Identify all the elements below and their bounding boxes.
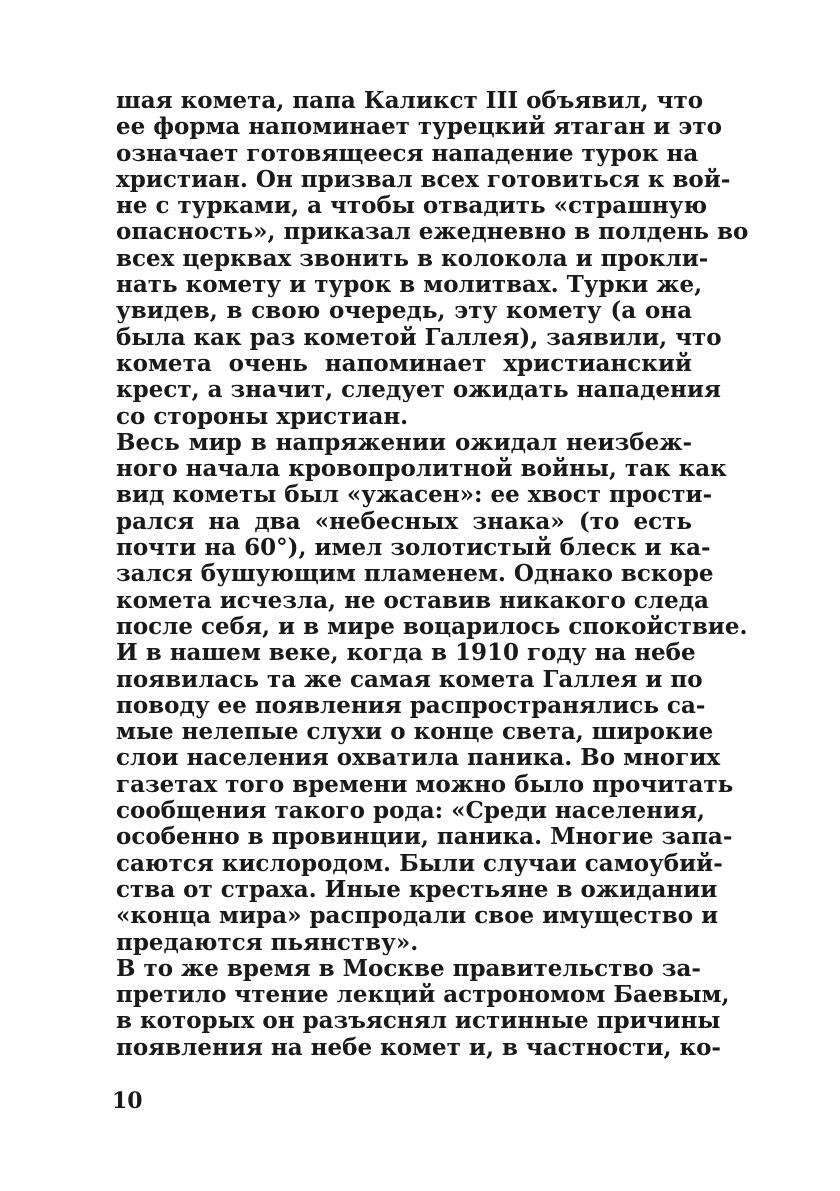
text-line: ее форма напоминает турецкий ятаган и это	[116, 113, 722, 141]
text-line: комета очень напоминает христианский	[116, 349, 692, 377]
text-line: почти на 60°), имел золотистый блеск и ка-	[116, 534, 711, 562]
text-line: претило чтение лекций астрономом Баевым,	[116, 981, 730, 1009]
text-line: мые нелепые слухи о конце света, широкие	[116, 718, 714, 746]
text-line: появилась та же самая комета Галлея и по	[116, 665, 703, 693]
text-line: ства от страха. Иные крестьяне в ожидании	[116, 875, 718, 903]
text-line: предаются пьянству».	[116, 928, 419, 956]
text-line: В то же время в Москве правительство за-	[116, 954, 701, 982]
text-line: нать комету и турок в молитвах. Турки же,	[116, 271, 703, 299]
text-line: саются кислородом. Были случаи самоубий-	[116, 849, 723, 877]
page-number: 10	[112, 1088, 143, 1114]
text-line: в которых он разъяснял истинные причины	[116, 1007, 721, 1035]
text-line: всех церквах звонить в колокола и прокли-	[116, 244, 709, 272]
text-line: появления на небе комет и, в частности, ко-	[116, 1033, 721, 1061]
text-line: не с турками, а чтобы отвадить «страшную	[116, 192, 708, 220]
text-line: рался на два «небесных знака» (то есть	[116, 507, 692, 535]
text-line: зался бушующим пламенем. Однако вскоре	[116, 560, 714, 588]
text-line: христиан. Он призвал всех готовиться к вой-	[116, 165, 731, 193]
text-line: комета исчезла, не оставив никакого следа	[116, 586, 709, 614]
text-line: означает готовящееся нападение турок на	[116, 139, 699, 167]
text-line: шая комета, папа Каликст III объявил, что	[116, 87, 704, 114]
text-line: крест, а значит, следует ожидать нападения	[116, 376, 721, 404]
text-line: И в нашем веке, когда в 1910 году на небе	[116, 639, 696, 667]
text-line: слои населения охватила паника. Во многих	[116, 744, 721, 772]
text-line: со стороны христиан.	[116, 402, 409, 430]
text-line: поводу ее появления распространялись са-	[116, 691, 706, 719]
text-line: опасность», приказал ежедневно в полдень во	[116, 218, 749, 246]
text-line: Весь мир в напряжении ожидал неизбеж-	[116, 428, 692, 456]
text-line: ного начала кровопролитной войны, так как	[116, 455, 727, 483]
text-line: после себя, и в мире воцарилось спокойствие.	[116, 612, 748, 640]
text-line: была как раз кометой Галлея), заявили, что	[116, 323, 722, 351]
text-line: вид кометы был «ужасен»: ее хвост прости-	[116, 481, 713, 509]
text-line: особенно в провинции, паника. Многие запа-	[116, 823, 733, 851]
text-line: сообщения такого рода: «Среди населения,	[116, 797, 706, 825]
body-text	[116, 87, 749, 1061]
text-line: увидев, в свою очередь, эту комету (а она	[116, 297, 692, 325]
text-line: «конца мира» распродали свое имущество и	[116, 902, 719, 930]
text-line: газетах того времени можно было прочитать	[116, 770, 734, 798]
